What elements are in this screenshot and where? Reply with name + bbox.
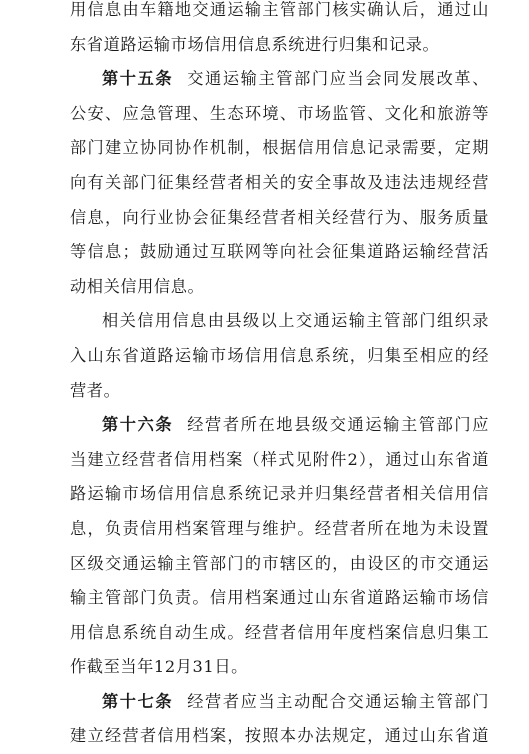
- text-line: 入山东省道路运输市场信用信息系统，归集至相应的经: [70, 345, 489, 365]
- text-line: 东省道路运输市场信用信息系统进行归集和记录。: [70, 34, 440, 54]
- text-line: 区级交通运输主管部门的市辖区的，由设区的市交通运: [70, 553, 489, 573]
- text-line: [70, 62, 489, 97]
- article-text: 经营者应当主动配合交通运输主管部门: [187, 691, 489, 711]
- text-line: 公安、应急管理、生态环境、市场监管、文化和旅游等: [70, 103, 489, 123]
- text-line: 用信息系统自动生成。经营者信用年度档案信息归集工: [70, 622, 489, 642]
- text-line: 用信息由车籍地交通运输主管部门核实确认后，通过山: [70, 0, 489, 19]
- text-line: 建立经营者信用档案，按照本办法规定，通过山东省道: [70, 726, 489, 746]
- text-line: [70, 408, 489, 443]
- document-body: [70, 0, 489, 754]
- text-line: [70, 685, 489, 720]
- text-line: 作截至当年12月31日。: [70, 657, 248, 677]
- text-line: 息，负责信用档案管理与维护。经营者所在地为未设置: [70, 518, 489, 538]
- article-text: 交通运输主管部门应当会同发展改革、: [187, 69, 489, 89]
- article-number: 第十五条: [102, 69, 174, 89]
- text-line: 相关信用信息由县级以上交通运输主管部门组织录: [102, 311, 489, 331]
- text-line: 输主管部门负责。信用档案通过山东省道路运输市场信: [70, 588, 489, 608]
- text-line: 动相关信用信息。: [70, 276, 205, 296]
- text-line: 部门建立协同协作机制，根据信用信息记录需要，定期: [70, 138, 489, 158]
- article-number: 第十六条: [102, 415, 174, 435]
- article-number: 第十七条: [102, 691, 174, 711]
- text-line: 当建立经营者信用档案（样式见附件2），通过山东省道: [70, 449, 489, 469]
- text-line: 信息，向行业协会征集经营者相关经营行为、服务质量: [70, 207, 489, 227]
- text-line: 路运输市场信用信息系统记录并归集经营者相关信用信: [70, 484, 489, 504]
- text-line: 营者。: [70, 380, 121, 400]
- text-line: 等信息；鼓励通过互联网等向社会征集道路运输经营活: [70, 242, 489, 262]
- text-line: 向有关部门征集经营者相关的安全事故及违法违规经营: [70, 172, 489, 192]
- article-text: 经营者所在地县级交通运输主管部门应: [187, 415, 489, 435]
